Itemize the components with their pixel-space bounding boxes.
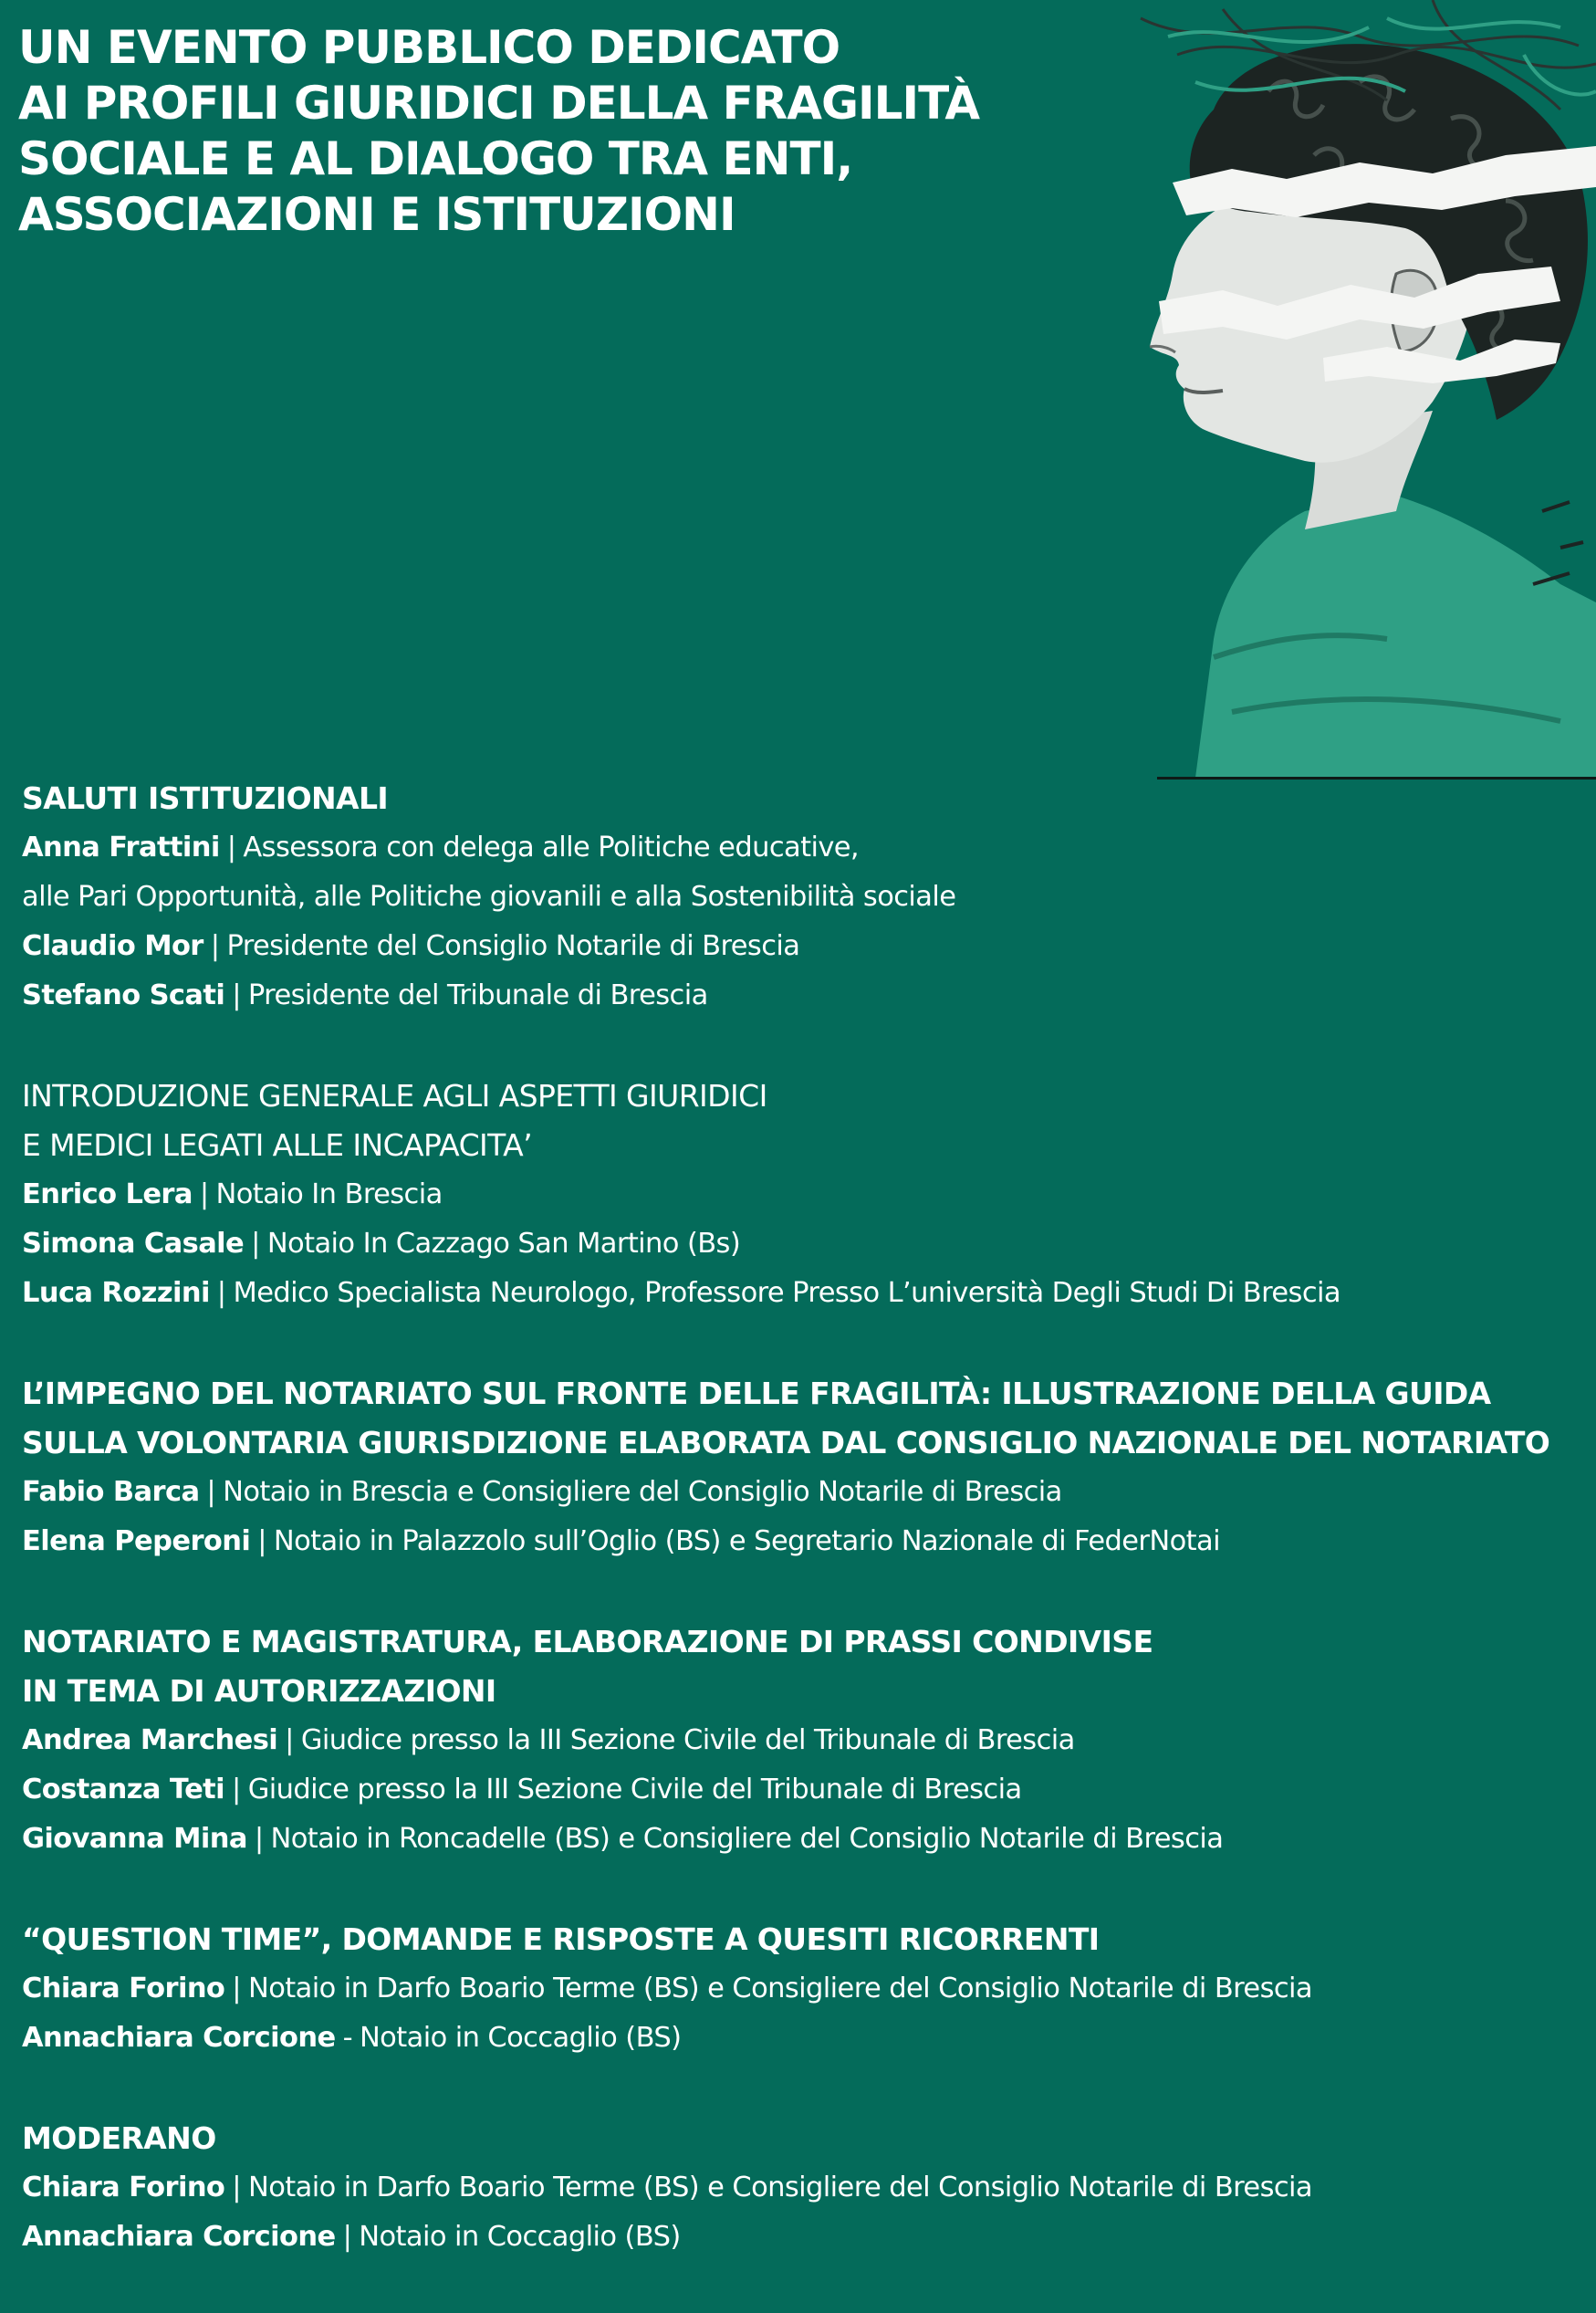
section-question-time (22, 1915, 1582, 2063)
speaker-role: Notaio in Coccaglio (BS) (359, 2022, 682, 2054)
speaker-role: alle Pari Opportunità, alle Politiche giovanili e alla Sostenibilità sociale (22, 881, 956, 913)
speaker-name: Enrico Lera (22, 1178, 193, 1210)
speaker-name: Giovanna Mina (22, 1823, 247, 1855)
speaker-row (22, 1468, 1582, 1517)
speaker-name: Fabio Barca (22, 1476, 200, 1508)
speaker-row (22, 2163, 1582, 2213)
speaker-row (22, 1219, 1582, 1269)
section-title: SALUTI ISTITUZIONALI (22, 780, 389, 816)
event-headline (18, 20, 1077, 243)
headline-line: AI PROFILI GIURIDICI DELLA FRAGILITÀ (18, 77, 980, 130)
section-title: “QUESTION TIME”, DOMANDE E RISPOSTE A QUESITI RICORRENTI (22, 1921, 1100, 1957)
section-saluti (22, 774, 1582, 1020)
separator: | (232, 1973, 241, 2004)
speaker-role: Presidente del Tribunale di Brescia (247, 979, 708, 1011)
separator: | (285, 1724, 294, 1756)
speaker-row (22, 2014, 1582, 2063)
speaker-role: Giudice presso la III Sezione Civile del Tribunale di Brescia (300, 1724, 1075, 1756)
headline-line: UN EVENTO PUBBLICO DEDICATO (18, 21, 840, 74)
separator: | (232, 979, 241, 1011)
separator: | (342, 2221, 352, 2253)
section-moderano (22, 2114, 1582, 2262)
section-title: INTRODUZIONE GENERALE AGLI ASPETTI GIURIDICI (22, 1078, 767, 1114)
speaker-role: Notaio In Cazzago San Martino (Bs) (266, 1228, 741, 1260)
separator: | (199, 1178, 209, 1210)
speaker-role: Notaio in Brescia e Consigliere del Consiglio Notarile di Brescia (223, 1476, 1062, 1508)
section-title: SULLA VOLONTARIA GIURISDIZIONE ELABORATA DAL CONSIGLIO NAZIONALE DEL NOTARIATO (22, 1425, 1550, 1460)
speaker-name: Annachiara Corcione (22, 2022, 336, 2054)
speaker-role: Medico Specialista Neurologo, Professore Presso L’università Degli Studi Di Brescia (233, 1277, 1340, 1309)
speaker-row (22, 971, 1582, 1020)
section-magistratura (22, 1617, 1582, 1864)
speaker-role: Notaio in Darfo Boario Terme (BS) e Consigliere del Consiglio Notarile di Brescia (247, 2172, 1313, 2203)
separator: | (257, 1525, 266, 1557)
speaker-row (22, 1170, 1582, 1219)
speaker-role: Assessora con delega alle Politiche educative, (243, 832, 860, 863)
section-title: L’IMPEGNO DEL NOTARIATO SUL FRONTE DELLE FRAGILITÀ: ILLUSTRAZIONE DELLA GUIDA (22, 1376, 1491, 1411)
speaker-name: Annachiara Corcione (22, 2221, 336, 2253)
speaker-name: Costanza Teti (22, 1774, 224, 1805)
section-title: MODERANO (22, 2120, 216, 2156)
speaker-row (22, 1964, 1582, 2014)
separator: | (254, 1823, 264, 1855)
separator: | (232, 1774, 241, 1805)
speaker-role: Giudice presso la III Sezione Civile del Tribunale di Brescia (247, 1774, 1022, 1805)
speaker-name: Chiara Forino (22, 1973, 225, 2004)
speaker-name: Simona Casale (22, 1228, 245, 1260)
speaker-name: Claudio Mor (22, 930, 203, 962)
separator: | (216, 1277, 226, 1309)
speaker-role: Notaio in Roncadelle (BS) e Consigliere del Consiglio Notarile di Brescia (270, 1823, 1224, 1855)
separator: | (210, 930, 220, 962)
speaker-row (22, 2213, 1582, 2262)
headline-line: SOCIALE E AL DIALOGO TRA ENTI, (18, 132, 853, 185)
speaker-name: Luca Rozzini (22, 1277, 210, 1309)
separator: - (342, 2022, 352, 2054)
separator: | (226, 832, 236, 863)
speaker-row (22, 873, 1582, 922)
speaker-role: Notaio in Coccaglio (BS) (359, 2221, 681, 2253)
section-title: E MEDICI LEGATI ALLE INCAPACITA’ (22, 1127, 533, 1163)
speaker-role: Presidente del Consiglio Notarile di Brescia (226, 930, 800, 962)
speaker-name: Andrea Marchesi (22, 1724, 278, 1756)
section-title: IN TEMA DI AUTORIZZAZIONI (22, 1673, 496, 1709)
speaker-name: Stefano Scati (22, 979, 225, 1011)
speaker-role: Notaio in Darfo Boario Terme (BS) e Consigliere del Consiglio Notarile di Brescia (247, 1973, 1313, 2004)
speaker-role: Notaio In Brescia (215, 1178, 443, 1210)
speaker-row (22, 1765, 1582, 1815)
separator: | (206, 1476, 216, 1508)
headline-line: ASSOCIAZIONI E ISTITUZIONI (18, 188, 735, 241)
speaker-row (22, 922, 1582, 971)
section-impegno-notariato (22, 1369, 1582, 1566)
separator: | (232, 2172, 241, 2203)
section-introduzione (22, 1072, 1582, 1318)
speaker-row (22, 1269, 1582, 1318)
speaker-name: Elena Peperoni (22, 1525, 251, 1557)
separator: | (251, 1228, 260, 1260)
speaker-row (22, 1517, 1582, 1566)
program-list (22, 774, 1582, 2313)
speaker-row (22, 1716, 1582, 1765)
speaker-row (22, 1815, 1582, 1864)
collage-portrait-icon (1086, 0, 1596, 778)
speaker-row (22, 823, 1582, 873)
speaker-name: Anna Frattini (22, 832, 220, 863)
section-title: NOTARIATO E MAGISTRATURA, ELABORAZIONE DI PRASSI CONDIVISE (22, 1624, 1153, 1659)
speaker-role: Notaio in Palazzolo sull’Oglio (BS) e Segretario Nazionale di FederNotai (273, 1525, 1220, 1557)
speaker-name: Chiara Forino (22, 2172, 225, 2203)
